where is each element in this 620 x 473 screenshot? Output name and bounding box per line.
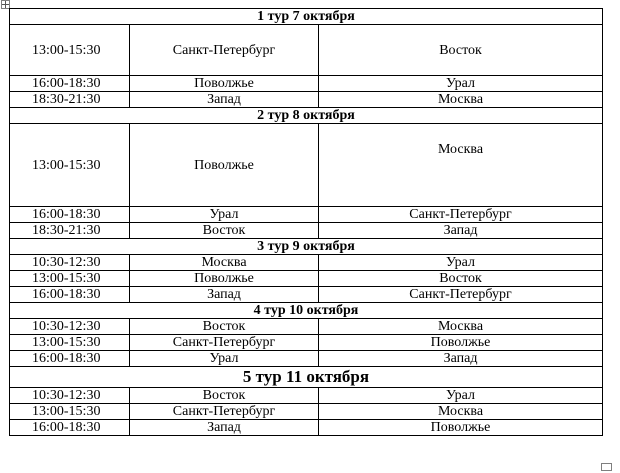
tour-title: 5 тур 11 октября [10,367,603,388]
game-time: 13:00-15:30 [10,271,130,287]
team-a: Восток [130,388,319,404]
game-time: 10:30-12:30 [10,319,130,335]
table-row [10,92,603,108]
table-row [10,287,603,303]
team-a: Москва [130,255,319,271]
tour-header-row [10,108,603,124]
team-b: Восток [319,25,603,76]
table-row [10,207,603,223]
table-row [10,351,603,367]
tour-title: 4 тур 10 октября [10,303,603,319]
team-a: Санкт-Петербург [130,404,319,420]
game-time: 18:30-21:30 [10,223,130,239]
table-row [10,124,603,207]
team-b: Урал [319,388,603,404]
tour-title: 1 тур 7 октября [10,9,603,25]
table-row [10,420,603,436]
team-a: Поволжье [130,124,319,207]
team-b: Поволжье [319,335,603,351]
table-row [10,404,603,420]
game-time: 16:00-18:30 [10,287,130,303]
table-row [10,335,603,351]
team-b: Восток [319,271,603,287]
game-time: 13:00-15:30 [10,124,130,207]
table-row [10,25,603,76]
game-time: 10:30-12:30 [10,388,130,404]
table-row [10,223,603,239]
game-time: 13:00-15:30 [10,25,130,76]
game-time: 13:00-15:30 [10,335,130,351]
team-a: Санкт-Петербург [130,25,319,76]
game-time: 16:00-18:30 [10,420,130,436]
game-time: 18:30-21:30 [10,92,130,108]
move-arrows-icon [2,1,9,8]
team-b: Москва [319,124,603,207]
team-a: Восток [130,319,319,335]
team-b: Москва [319,92,603,108]
tour-header-row [10,9,603,25]
schedule-table [9,8,603,436]
game-time: 16:00-18:30 [10,207,130,223]
team-b: Запад [319,223,603,239]
team-b: Москва [319,319,603,335]
team-a: Санкт-Петербург [130,335,319,351]
team-a: Урал [130,351,319,367]
team-b: Москва [319,404,603,420]
team-b: Санкт-Петербург [319,207,603,223]
tour-title: 2 тур 8 октября [10,108,603,124]
team-b: Урал [319,76,603,92]
game-time: 16:00-18:30 [10,76,130,92]
game-time: 13:00-15:30 [10,404,130,420]
table-row [10,388,603,404]
tour-header-row [10,303,603,319]
game-time: 10:30-12:30 [10,255,130,271]
tour-title: 3 тур 9 октября [10,239,603,255]
team-a: Поволжье [130,76,319,92]
table-row [10,271,603,287]
tour-header-row [10,367,603,388]
table-resize-handle[interactable] [601,463,612,471]
table-row [10,319,603,335]
team-a: Урал [130,207,319,223]
game-time: 16:00-18:30 [10,351,130,367]
team-a: Поволжье [130,271,319,287]
tour-header-row [10,239,603,255]
table-row [10,255,603,271]
team-a: Восток [130,223,319,239]
team-a: Запад [130,287,319,303]
team-a: Запад [130,420,319,436]
team-b: Урал [319,255,603,271]
team-b: Запад [319,351,603,367]
team-b: Поволжье [319,420,603,436]
team-b: Санкт-Петербург [319,287,603,303]
team-a: Запад [130,92,319,108]
table-row [10,76,603,92]
